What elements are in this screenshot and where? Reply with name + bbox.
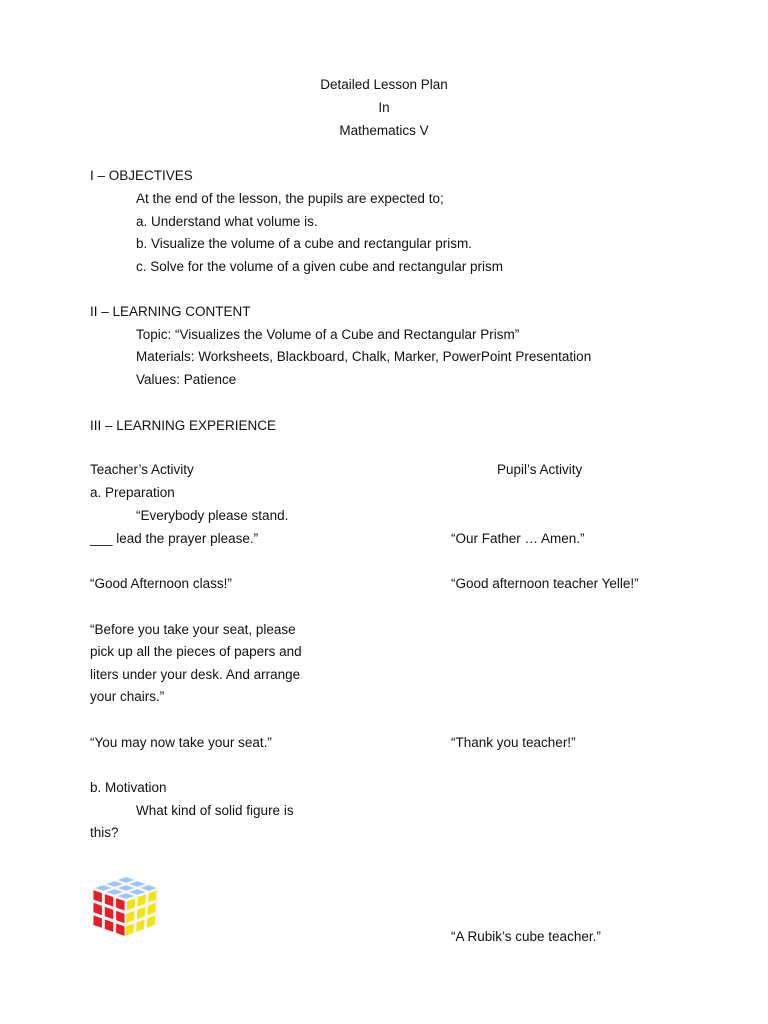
pupil-line: “Good afternoon teacher Yelle!” bbox=[451, 576, 639, 591]
teacher-line: What kind of solid figure is bbox=[136, 803, 294, 818]
doc-title: Detailed Lesson Plan bbox=[320, 77, 448, 92]
teacher-line: your chairs.” bbox=[90, 689, 165, 704]
pupil-line: “Our Father … Amen.” bbox=[451, 531, 585, 546]
objectives-heading: I – OBJECTIVES bbox=[90, 168, 193, 183]
pupil-line: “Thank you teacher!” bbox=[451, 735, 576, 750]
preparation-label: a. Preparation bbox=[90, 485, 175, 500]
teacher-line: pick up all the pieces of papers and bbox=[90, 644, 302, 659]
content-materials: Materials: Worksheets, Blackboard, Chalk, Marker, PowerPoint Presentation bbox=[136, 349, 592, 364]
content-values: Values: Patience bbox=[136, 372, 237, 387]
motivation-label: b. Motivation bbox=[90, 780, 167, 795]
teacher-activity-header: Teacher’s Activity bbox=[90, 462, 194, 477]
objective-item-c: c. Solve for the volume of a given cube and rectangular prism bbox=[136, 259, 503, 274]
doc-subject: Mathematics V bbox=[339, 123, 429, 138]
teacher-line: ___ lead the prayer please.” bbox=[90, 531, 259, 546]
teacher-line: this? bbox=[90, 825, 119, 840]
rubiks-cube-icon bbox=[88, 874, 162, 940]
content-heading: II – LEARNING CONTENT bbox=[90, 304, 251, 319]
content-topic: Topic: “Visualizes the Volume of a Cube and Rectangular Prism” bbox=[136, 327, 520, 342]
experience-heading: III – LEARNING EXPERIENCE bbox=[90, 418, 277, 433]
pupil-activity-header: Pupil’s Activity bbox=[497, 462, 583, 477]
teacher-line: “Everybody please stand. bbox=[136, 508, 289, 523]
teacher-line: “Before you take your seat, please bbox=[90, 622, 296, 637]
teacher-line: “You may now take your seat.” bbox=[90, 735, 272, 750]
objective-item-a: a. Understand what volume is. bbox=[136, 214, 318, 229]
doc-title-in: In bbox=[378, 100, 390, 115]
objectives-intro: At the end of the lesson, the pupils are expected to; bbox=[136, 191, 444, 206]
objective-item-b: b. Visualize the volume of a cube and rectangular prism. bbox=[136, 236, 472, 251]
teacher-line: liters under your desk. And arrange bbox=[90, 667, 301, 682]
pupil-line: “A Rubik’s cube teacher.” bbox=[451, 929, 601, 944]
teacher-line: “Good Afternoon class!” bbox=[90, 576, 232, 591]
